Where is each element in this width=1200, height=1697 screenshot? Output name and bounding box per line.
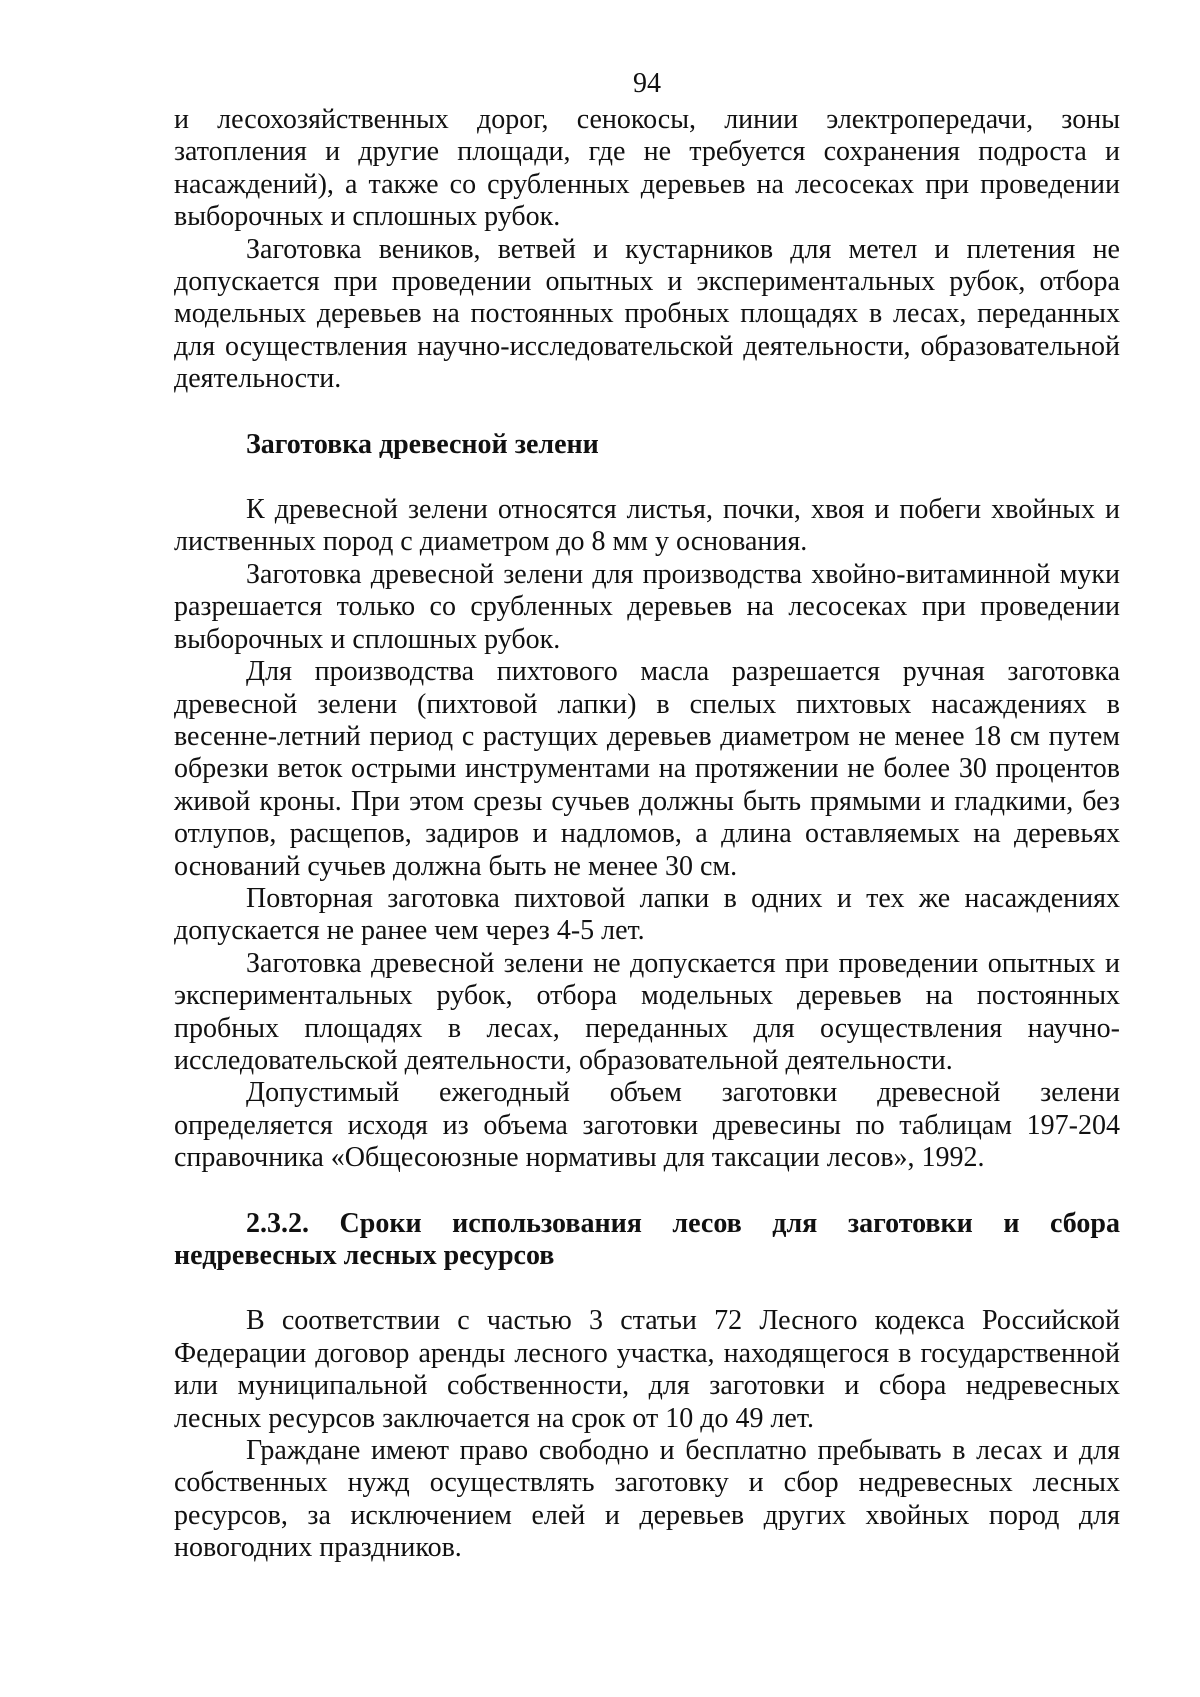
paragraph-fir-oil: Для производства пихтового масла разрешается ручная заготовка древесной зелени (пихтовой лапки) в спелых пихтовых насаждениях в весенне-летний период с растущих деревьев диаметром не менее 18 см путем обрезки веток острыми инструментами на протяжении не более 30 процентов живой кроны. При этом срезы сучьев должны быть прямыми и гладкими, без отлупов, расщепов, задиров и надломов, а длина оставляемых на деревьях оснований сучьев должна быть не менее 30 см. [174, 656, 1120, 882]
paragraph-vitamin-flour: Заготовка древесной зелени для производства хвойно-витаминной муки разрешается только со срубленных деревьев на лесосеках при проведении выборочных и сплошных рубок. [174, 558, 1120, 655]
paragraph-lease-term: В соответствии с частью 3 статьи 72 Лесного кодекса Российской Федерации договор аренды лесного участка, находящегося в государственной или муниципальной собственности, для заготовки и сбора недревесных лесных ресурсов заключается на срок от 10 до 49 лет. [174, 1305, 1120, 1434]
paragraph-greenery-definition: К древесной зелени относятся листья, почки, хвоя и побеги хвойных и лиственных пород с диаметром до 8 мм у основания. [174, 494, 1120, 558]
paragraph-continuation: и лесохозяйственных дорог, сенокосы, линии электропередачи, зоны затопления и другие площади, где не требуется сохранения подроста и насаждений), а также со срубленных деревьев на лесосеках при проведении выборочных и сплошных рубок. [174, 104, 1120, 233]
paragraph-repeat-harvest: Повторная заготовка пихтовой лапки в одних и тех же насаждениях допускается не ранее чем через 4-5 лет. [174, 882, 1120, 947]
paragraph-greenery-restriction: Заготовка древесной зелени не допускается при проведении опытных и экспериментальных рубок, отбора модельных деревьев на постоянных пробных площадях в лесах, переданных для осуществления научно-исследовательской деятельности, образовательной деятельности. [174, 947, 1120, 1076]
paragraph-annual-volume: Допустимый ежегодный объем заготовки древесной зелени определяется исходя из объема заготовки древесины по таблицам 197-204 справочника «Общесоюзные нормативы для таксации лесов», 1992. [174, 1077, 1120, 1174]
document-page [174, 68, 1120, 1565]
section-heading-wood-greenery: Заготовка древесной зелени [246, 428, 599, 460]
paragraph-brooms: Заготовка веников, ветвей и кустарников для метел и плетения не допускается при проведении опытных и экспериментальных рубок, отбора модельных деревьев на постоянных пробных площадях в лесах, переданных для осуществления научно-исследовательской деятельности, образовательной деятельности. [174, 233, 1120, 395]
section-heading-usage-terms: 2.3.2. Сроки использования лесов для заготовки и сбора недревесных лесных ресурсов [174, 1207, 1120, 1271]
paragraph-citizens-rights: Граждане имеют право свободно и бесплатно пребывать в лесах и для собственных нужд осуществлять заготовку и сбор недревесных лесных ресурсов, за исключением елей и деревьев других хвойных пород для новогодних праздников. [174, 1435, 1120, 1564]
page-number: 94 [633, 68, 661, 99]
